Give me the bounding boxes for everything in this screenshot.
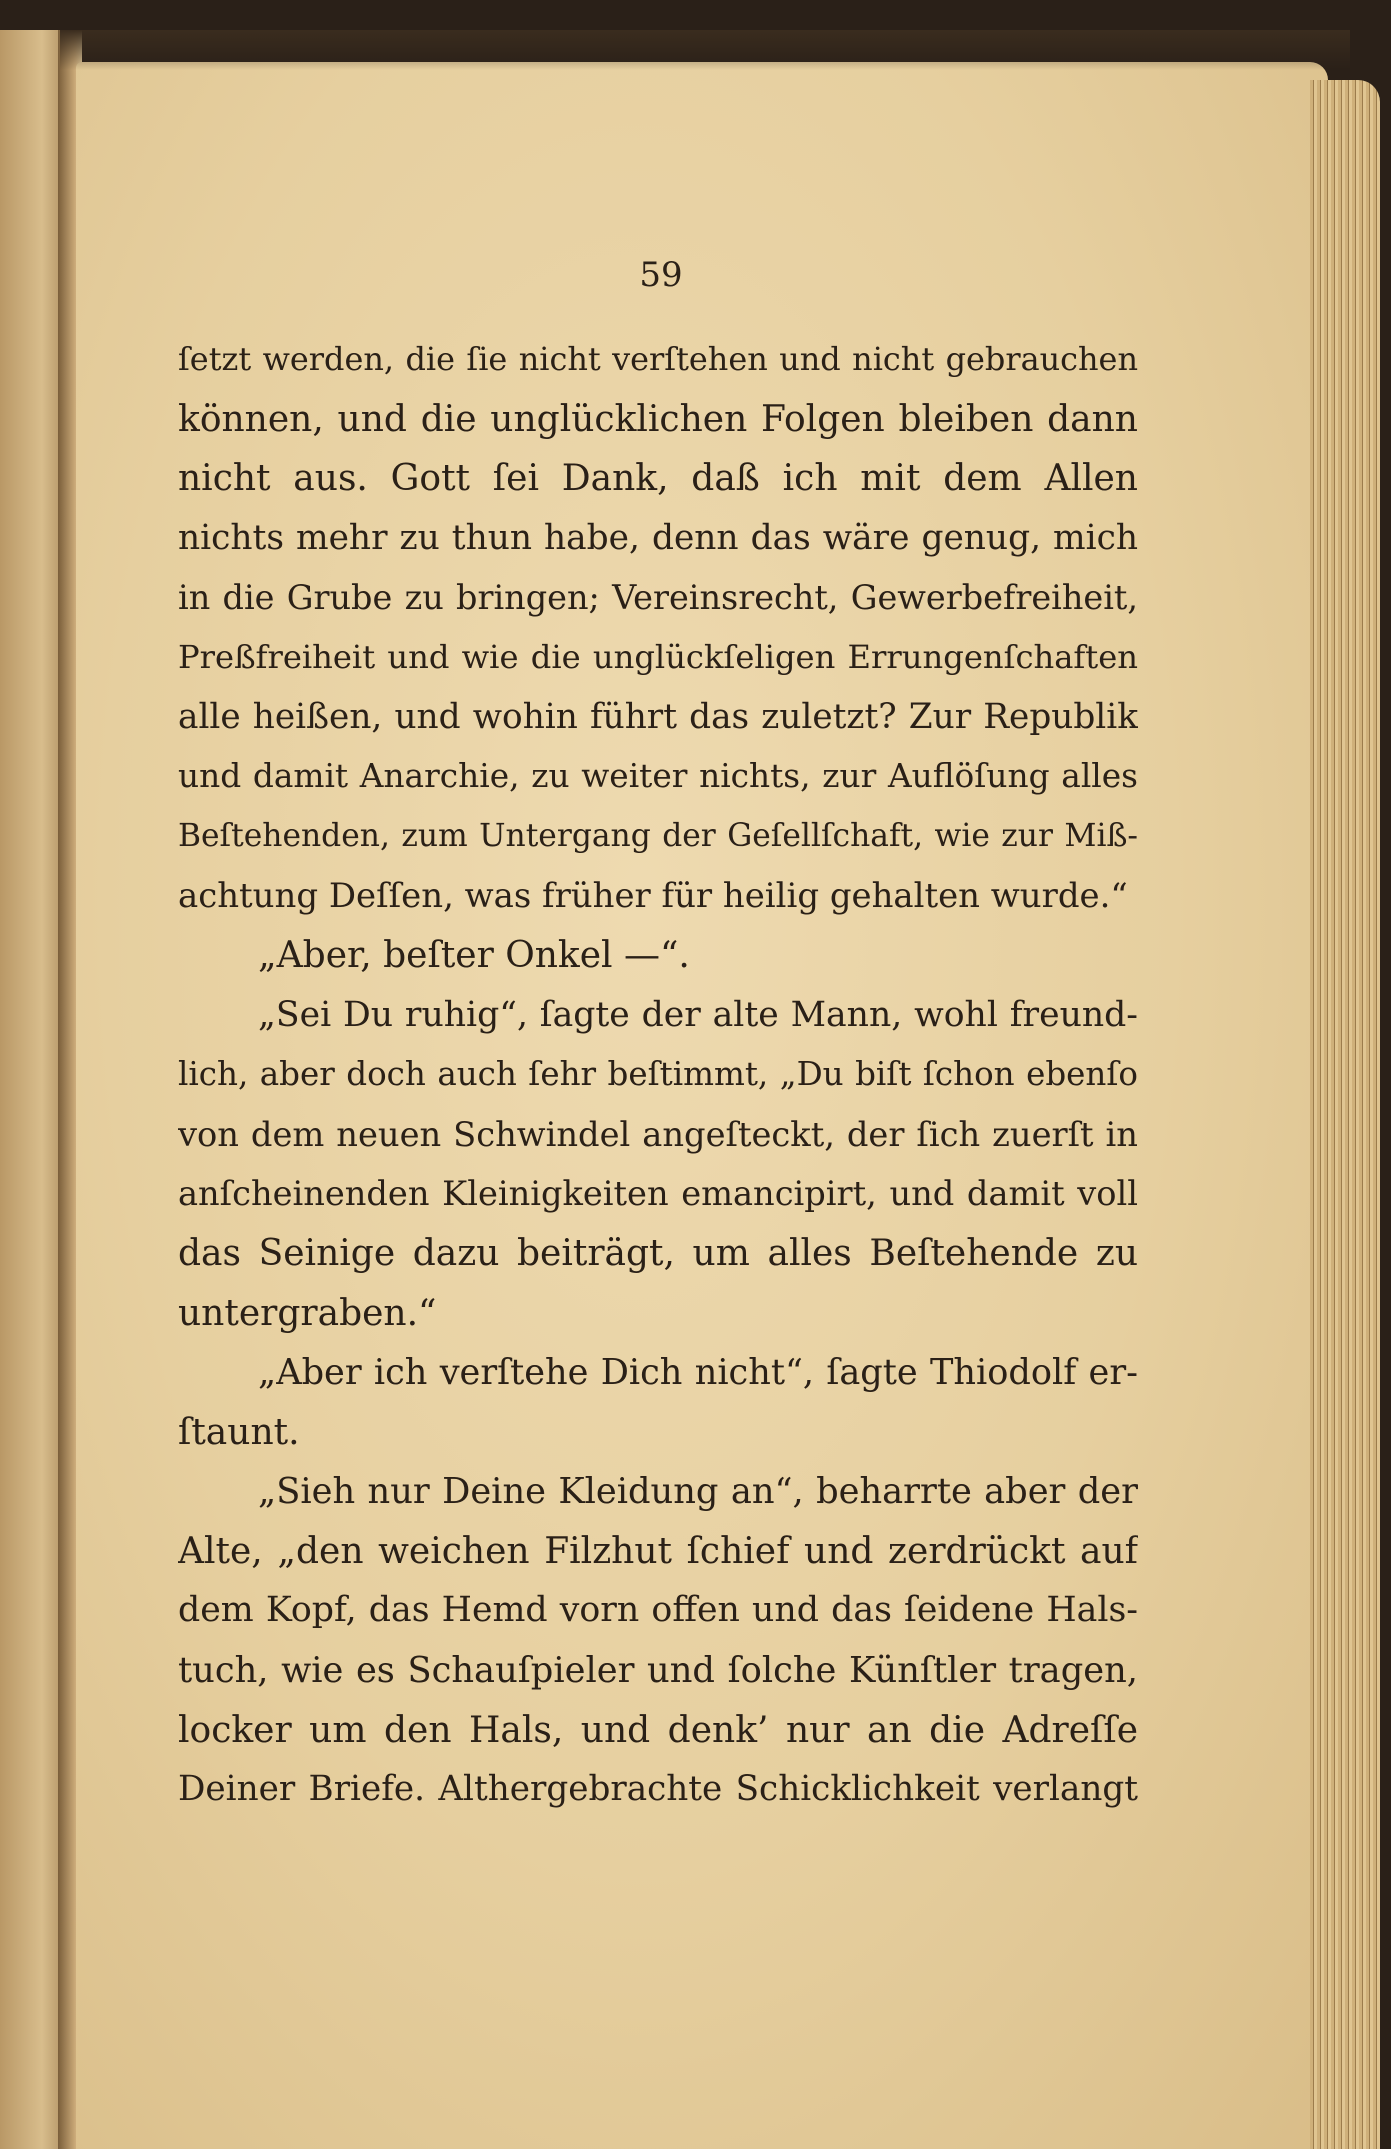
- text-line: Beſtehenden, zum Untergang der Geſellſchaft, wie zur Miß-: [178, 817, 1138, 854]
- text-line: „Aber, beſter Onkel —“.: [258, 934, 690, 976]
- text-line: locker um den Hals, und denk’ nur an die Adreſſe: [178, 1709, 1138, 1751]
- text-line: dem Kopf, das Hemd vorn offen und das ſeidene Hals-: [178, 1590, 1138, 1631]
- text-line: können, und die unglücklichen Folgen bleiben dann: [178, 398, 1138, 440]
- text-line: alle heißen, und wohin führt das zuletzt? Zur Republik: [178, 696, 1138, 737]
- body-text: [178, 330, 1138, 1820]
- text-line: „Sei Du ruhig“, ſagte der alte Mann, wohl freund-: [258, 994, 1138, 1035]
- text-line: das Seinige dazu beiträgt, um alles Beſtehende zu: [178, 1232, 1138, 1274]
- text-line: und damit Anarchie, zu weiter nichts, zur Auflöſung alles: [178, 757, 1138, 796]
- text-line: anſcheinenden Kleinigkeiten emancipirt, und damit voll: [178, 1174, 1138, 1214]
- text-line: ſtaunt.: [178, 1411, 300, 1453]
- text-line: Alte, „den weichen Filzhut ſchief und zerdrückt auf: [178, 1530, 1138, 1572]
- text-line: Deiner Briefe. Althergebrachte Schicklichkeit verlangt: [178, 1769, 1138, 1810]
- text-line: lich, aber doch auch ſehr beſtimmt, „Du biſt ſchon ebenſo: [178, 1055, 1138, 1094]
- text-line: von dem neuen Schwindel angeſteckt, der ſich zuerſt in: [178, 1114, 1138, 1154]
- text-line: „Aber ich verſtehe Dich nicht“, ſagte Thiodolf er-: [258, 1352, 1138, 1394]
- text-line: achtung Deſſen, was früher für heilig gehalten wurde.“: [178, 876, 1128, 916]
- text-line: nicht aus. Gott ſei Dank, daß ich mit dem Allen: [178, 458, 1138, 500]
- page-number: 59: [639, 255, 683, 295]
- text-line: „Sieh nur Deine Kleidung an“, beharrte aber der: [258, 1471, 1138, 1513]
- page-edges: [1310, 80, 1380, 2149]
- text-line: in die Grube zu bringen; Vereinsrecht, Gewerbefreiheit,: [178, 578, 1138, 618]
- text-line: Preßfreiheit und wie die unglückſeligen Errungenſchaften: [178, 637, 1138, 676]
- text-line: tuch, wie es Schauſpieler und ſolche Künſtler tragen,: [178, 1650, 1138, 1692]
- book-cover-shadow: [60, 30, 1350, 70]
- text-line: untergraben.“: [178, 1292, 437, 1334]
- text-line: nichts mehr zu thun habe, denn das wäre genug, mich: [178, 517, 1138, 558]
- text-line: ſetzt werden, die ſie nicht verſtehen und nicht gebrauchen: [178, 340, 1138, 378]
